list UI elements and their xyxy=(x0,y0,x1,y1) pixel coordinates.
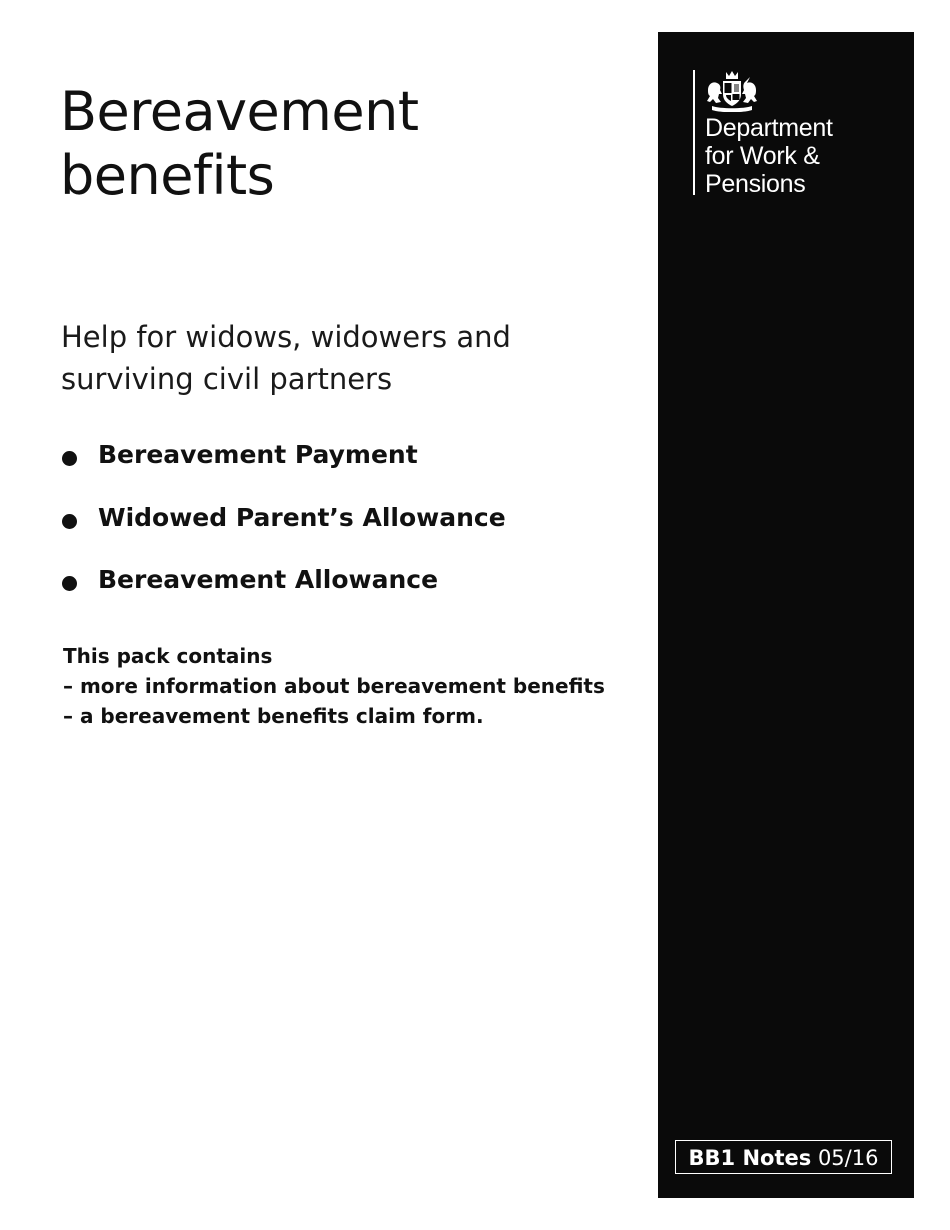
pack-item: – more information about bereavement benefits xyxy=(63,674,605,698)
title-line-1: Bereavement xyxy=(60,80,419,143)
subtitle-line-2: surviving civil partners xyxy=(61,362,393,396)
bullet-icon xyxy=(62,451,77,466)
list-item xyxy=(60,436,506,499)
form-reference xyxy=(675,1140,892,1174)
royal-coat-of-arms-icon xyxy=(704,70,760,112)
benefits-list xyxy=(60,436,506,624)
form-version: 05/16 xyxy=(817,1146,879,1170)
department-line-2: for Work & xyxy=(705,142,820,170)
title-line-2: benefits xyxy=(60,144,275,207)
department-name xyxy=(705,114,833,198)
benefit-label: Widowed Parent’s Allowance xyxy=(98,502,506,532)
list-item xyxy=(60,561,506,624)
pack-item: – a bereavement benefits claim form. xyxy=(63,704,484,728)
benefit-label: Bereavement Payment xyxy=(98,440,418,469)
benefit-label: Bereavement Allowance xyxy=(98,565,439,594)
bullet-icon xyxy=(62,576,77,591)
pack-contents xyxy=(63,641,653,731)
bullet-icon xyxy=(62,514,77,529)
pack-intro: This pack contains xyxy=(63,644,273,668)
sidebar-panel xyxy=(658,32,914,1198)
form-code: BB1 Notes xyxy=(688,1146,812,1170)
document-title xyxy=(60,80,620,208)
department-line-1: Department xyxy=(705,114,833,142)
document-subtitle xyxy=(61,316,641,400)
list-item xyxy=(60,499,506,562)
logo-divider xyxy=(693,70,695,195)
subtitle-line-1: Help for widows, widowers and xyxy=(61,320,511,354)
department-line-3: Pensions xyxy=(705,170,806,198)
